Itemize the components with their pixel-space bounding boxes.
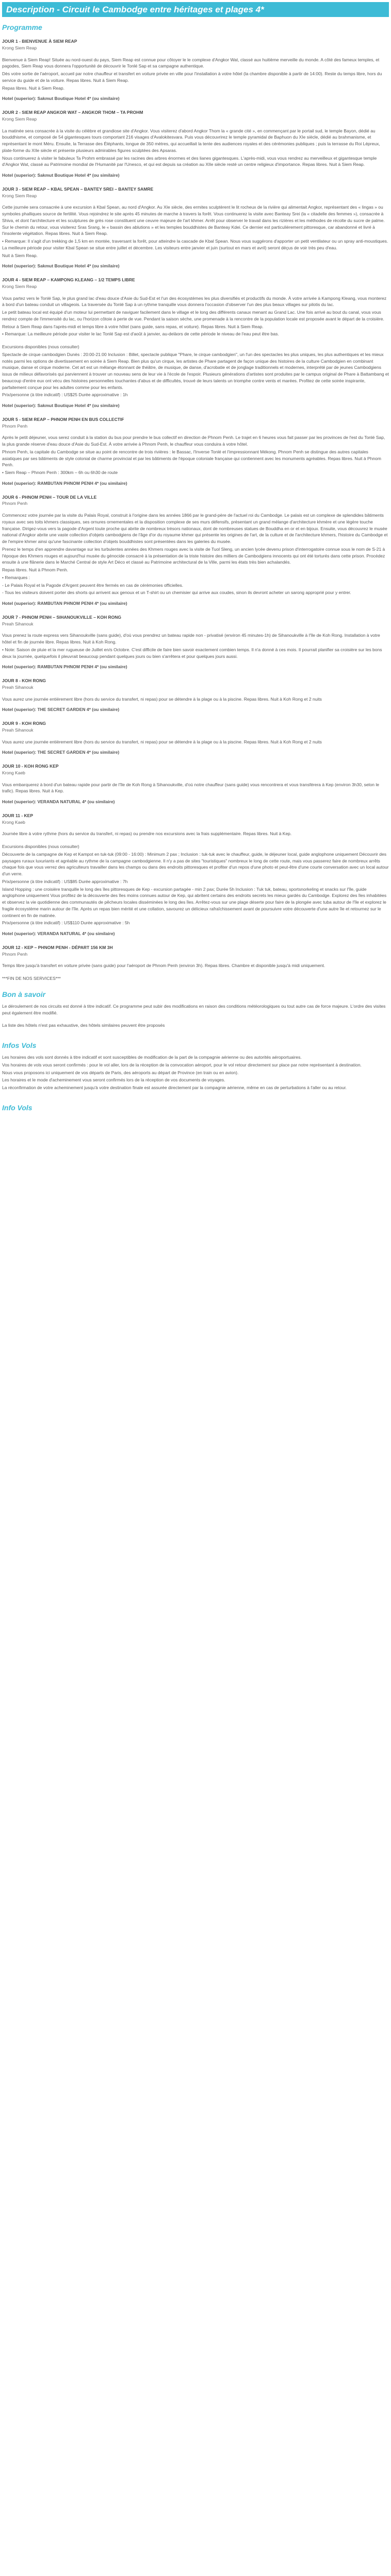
day-title: JOUR 9 - KOH RONG [2, 721, 46, 726]
day-paragraph: • Siem Reap – Phnom Penh : 300km – 6h ou 6h30 de route [2, 470, 118, 475]
day-paragraph: • Remarque: La meilleure période pour visiter le lac Tonlé Sap est d'août à janvier, au-delàors de cette période le niveau de l'eau peut être bas. [2, 331, 279, 337]
day-title: JOUR 10 - KOH RONG KEP [2, 764, 59, 769]
day-paragraph: Island Hopping : une croisière tranquille le long des îles pittoresques de Kep - excursion partagée - min 2 pax; Durée 5h Inclusion : Tuk tuk, bateau, sportsnorkeling et snacks sur l'île, guide anglophone uniquement Vous profitez de la découverte des îles moins connues autour de Kep, qui abritent certains des endroits secrets les mieux gardés du Cambodge. Explorez des îles inhabitées et observez la vie quotidienne des communautés de pêcheurs locales disséminées le long des îles. Arrêtez-vous sur une plage déserte pour faire de la plongée avec tuba autour de l'île et explorez le fragile écosystème marin autour de l'île. Après un repas bien mérité et une collation, savourez un délicieux rafraîchissement avant de poursuivre votre découverte d'une autre île et retournez sur le continent en fin de matinée. [2, 886, 387, 918]
day-block [2, 614, 389, 670]
page-title: Description - Circuit le Cambodge entre héritages et plages 4* [2, 2, 389, 17]
day-place: Preah Sihanouk [2, 727, 34, 733]
day-title: JOUR 7 - PHNOM PENH – SIHANOUKVILLE – KOH RONG [2, 614, 121, 620]
bon-a-savoir-heading: Bon à savoir [2, 990, 46, 998]
day-paragraph: - Tous les visiteurs doivent porter des shorts qui arrivent aux genoux et un T-shirt ou un chemisier qui arrive aux coudes, sinon ils devront acheter un sarong approprié pour y entrer. [2, 590, 351, 596]
day-hotel: Hotel (superior): THE SECRET GARDEN 4* (ou similaire) [2, 707, 120, 713]
day-paragraph: • Remarque: Il s'agit d'un trekking de 1,5 km en montée, traversant la forêt, pour atteindre la cascade de Kbal Spean. Nous vous suggérons d'apporter un petit ventilateur ou un spray anti-moustiques. La meilleure période pour visiter Kbal Spean se situe entre juillet et décembre. Les visiteurs entre janvier et juin (surtout en mars et avril) seront déçus de voir très peu d'eau. [2, 239, 388, 250]
day-paragraph: Spectacle de cirque cambodgien Dunès : 20:00-21:00 Inclusion : Billet, spectacle publique "Phare, le cirque cambodgien", un l'un des spectacles les plus uniques, les plus authentiques et les mieux notés parmi les options de divertissement en soirée à Siem Reap. Bien plus qu'un cirque, les artistes de Phare partagent de façon unique des histoires de la culture Cambodgien en combinant musique, danse et cirque moderne. Cet art est un mélange étonnant de théâtre, de musique, de danse, d'acrobatie et de jonglage traditionnels et modernes, interprété par de jeunes Cambodgiens issus de milieux défavorisés qui parviennent à trouver un nouveau sens de leur vie à l'école de l'espoir. Plusieurs générations d'artistes sont produites par le campus original de Phare à Battambang et beaucoup d'entre eux ont vécu des histoires personnelles touchantes d'abus et de difficultés, trouvé de leurs talents un triomphe contre vents et marées. Profitez de cette soirée inspirante, parfaitement conçue pour les adultes comme pour les enfants. [2, 351, 389, 390]
day-place: Krong Kaeb [2, 819, 25, 825]
bon-a-savoir-paragraph: La liste des hôtels n'est pas exhaustive, des hôtels similaires peuvent être proposés [2, 1023, 165, 1028]
day-block [2, 277, 389, 409]
day-block [2, 38, 389, 102]
day-paragraph: Excursions disponibles (nous consulter) [2, 344, 79, 349]
day-paragraph: • Remarques : [2, 574, 30, 580]
day-title: JOUR 8 - KOH RONG [2, 678, 46, 683]
day-paragraph: - Le Palais Royal et la Pagode d'Argent peuvent être fermés en cas de cérémonies officielles. [2, 582, 184, 588]
day-title: JOUR 1 - BIENVENUE À SIEM REAP [2, 39, 77, 44]
day-paragraph: Après le petit déjeuner, vous serez conduit à la station du bus pour prendre le bus collectif en direction de Phnom Penh. Le trajet en 6 heures vous fait passer par les provinces de l'est du Tonlé Sap, la plus grande réserve d'eau douce d'Asie du Sud-Est. À votre arrivée à Phnom Penh, le chauffeur vous conduira à votre hôtel. [2, 435, 385, 447]
day-place: Krong Siem Reap [2, 193, 37, 198]
infos-vols-block [2, 1054, 389, 1091]
infos-vols-paragraph: Les horaires des vols sont donnés à titre indicatif et sont susceptibles de modification de la part de la compagnie aérienne ou des autorités aéroportuaires. [2, 1055, 302, 1060]
day-paragraph: Journée libre à votre rythme (hors du service du transfert, ni repas) ou prendre nos excursions avec la frais supplémentaire. Repas libres. Nuit à Kep. [2, 831, 292, 837]
bon-a-savoir-paragraph: Le déroulement de nos circuits est donné à titre indicatif. Ce programme peut subir des modifications en raison des conditions météorologiques ou tout autre cas de force majeure. L'ordre des visites peut également être modifié. [2, 1003, 386, 1015]
day-paragraph: Nuit à Siem Reap. [2, 252, 38, 258]
infos-vols-paragraph: Vos horaires de vols vous seront confirmés : pour le vol aller, lors de la réception de la convocation aéroport, pour le vol retour directement sur place par notre représentant à destination. [2, 1062, 362, 1067]
day-title: JOUR 6 - PHNOM PENH – TOUR DE LA VILLE [2, 494, 97, 500]
day-paragraph: Bienvenue à Siem Reap! Située au nord-ouest du pays, Siem Reap est connue pour côtoyer le le complexe d'Angkor Wat, classé aux huitième merveille du monde. A côté des fameux temples, et pagodes, Siem Reap vous donnera l'opportunité de découvrir le Tonlé Sap et sa campagne authentique. [2, 57, 380, 69]
day-block [2, 416, 389, 487]
infos-vols-heading: Infos Vols [2, 1041, 37, 1049]
day-paragraph: Excursions disponibles (nous consulter) [2, 844, 79, 849]
day-paragraph: Prix/personne (à titre indicatif) : US$85 Durée approximative : 7h [2, 878, 128, 884]
day-hotel: Hotel (superior): VERANDA NATURAL 4* (ou similaire) [2, 931, 115, 936]
day-paragraph: Vous partez vers le Tonlé Sap, le plus grand lac d'eau douce d'Asie du Sud-Est et l'un des écosystèmes les plus diversifiés et productifs du monde. À votre arrivée à Kampong Kleang, vous monterez à bord d'un bateau conduit un villageois. La traversée du Tonlé Sap à un rythme tranquille vous donnera l'occasion d'observer l'un des plus beaux villages sur pilotis du lac. [2, 295, 387, 308]
day-place: Phnom Penh [2, 501, 28, 506]
day-paragraph: La matinée sera consacrée à la visite du célèbre et grandiose site d'Angkor. Vous visiterez d'abord Angkor Thom la « grande cité », en commençant par le portail sud, le temple Bayon, dédié au bouddhisme, et composé de 54 gigantesques tours comportant 216 visages d'Avalokitesvara. Puis vous découvrirez le temple pyramidal de Baphuon du XIe siècle, dédié au brahmanisme, et représentant le mont Méru. Ensuite, la Terrasse des Éléphants, longue de 350 mètres, qui accueillait la tente des audiences royales et des cérémonies publiques ; puis la terrasse du Roi Lépreux, plate-forme du XIIe siècle et présente plusieurs admirables figures sculptées des Apsaras. [2, 128, 380, 153]
day-place: Preah Sihanouk [2, 684, 34, 690]
day-paragraph: Repas libres. Nuit à Siem Reap. [2, 85, 64, 91]
day-block [2, 109, 389, 179]
day-title: JOUR 5 - SIEM REAP – PHNOM PENH EN BUS COLLECTIF [2, 416, 124, 422]
day-place: Krong Kaeb [2, 770, 25, 775]
day-place: Phnom Penh [2, 423, 28, 429]
day-paragraph: Temps libre jusqu'à transfert en voiture privée (sans guide) pour l'aéroport de Phnom Penh (environ 3h). Repas libres. Chambre et disponible jusqu'à midi uniquement. [2, 963, 325, 969]
day-paragraph: Nous continuerez à visiter le fabuleux Ta Prohm embrassé par les racines des arbres énormes et des lianes gigantesques. L'après-midi, vous vous rendrez au merveilleux et gigantesque temple d'Angkor Wat, classé au Patrimoine mondial de l'Humanité par l'Unesco, et qui est depuis sa création au XIIe siècle resté un centre religieux d'importance. Repas libres. Nuit à Siem Reap. [2, 155, 377, 167]
day-hotel: Hotel (superior): Sakmut Boutique Hotel 4* (ou similaire) [2, 96, 120, 101]
day-hotel: Hotel (superior): Sakmut Boutique Hotel 4* (ou similaire) [2, 173, 120, 178]
day-paragraph: Cette journée sera consacrée à une excursion à Kbal Spean, au nord d'Angkor. Au XIe siècle, des ermites sculptèrent le lit rocheux de la rivière qui alimentait Angkor, représentant des « lingas » ou symboles phalliques source de fertilité. Vous rejoindrez le site après 45 minutes de marche à travers la forêt. Vous continuerez la visite avec Banteay Srei (la « citadelle des femmes »), consacrée à Shiva, et dont l'architecture et les sculptures de grès rose constituent une ceuvre majeure de l'art khmer. Arrêt pour observer le travail dans les rizières et les méthodes de récolte du sucre de palme. Sur le chemin du retour, vous visiterez Sras Srang, le « bassin des ablutions » et les temples bouddhistes de Banteay Kdei. Ce dernier est particulièrement pittoresque, car abandonné et livré à l'insolente végétation. Repas libres. Nuit à Siem Reap. [2, 205, 385, 236]
day-hotel: Hotel (superior): RAMBUTAN PHNOM PENH 4* (ou similaire) [2, 480, 127, 486]
day-paragraph: Dès votre sortie de l'aéroport, accueil par notre chauffeur et transfert en voiture privée en ville pour l'installation à votre hôtel (la chambre disponible à partir de 14:00). Reste du temps libre, hors du service du guide et de la voiture. Repas libres. Nuit à Siem Reap. [2, 71, 382, 83]
day-paragraph: Prenez le temps d'en apprendre davantage sur les turbulentes années des Khmers rouges avec la visite de Tuol Sleng, un ancien lycée devenu prison d'interrogatoire connue sous le nom de S-21 à l'époque des Khmers rouges et aujourd'hui musée du génocide consacré à la présentation de la triste histoire des milliers de Cambodgiens innocents qui ont été torturés dans cette prison. Procédez ensuite à une flânerie dans le Marché Central de style Art Déco et classé au Patrimoine architectural de la Ville, parmi les états très bien achalandés. [2, 546, 385, 565]
day-block [2, 763, 389, 805]
day-paragraph: • Note: Saison de pluie et la mer rugueuse de Juillet en/s Octobre. C'est difficile de faire bien savoir exactement combien temps. Il n'a donné à ces mois. Il pourrait planifier sa croisière sur les bons deux la journée, quelquefois il pleuvrait beaucoup pendant quelques jours ou bien s'arrêtera et pour quelques jours aussi. [2, 647, 382, 659]
day-paragraph: Vous prenez la route express vers Sihanoukville (sans guide), d'où vous prendrez un bateau rapide non - privatisé (environ 45 minutes-1h) de Sihanoukville à l'île de Koh Rong. Installation à votre hôtel et fin de journée libre. Repas libres. Nuit à Koh Rong. [2, 633, 380, 645]
bon-a-savoir-block [2, 1003, 389, 1029]
day-hotel: Hotel (superior): RAMBUTAN PHNOM PENH 4* (ou similaire) [2, 664, 127, 670]
day-block [2, 677, 389, 713]
day-block [2, 186, 389, 269]
day-title: JOUR 11 - KEP [2, 812, 33, 818]
day-paragraph: ***FIN DE NOS SERVICES*** [2, 976, 61, 981]
day-block [2, 812, 389, 937]
day-paragraph: Vous aurez une journée entièrement libre (hors du service du transfert, ni repas) pour se détendre à la plage ou à la piscine. Repas libres. Nuit à Koh Rong et 2 nuits [2, 696, 322, 702]
day-block [2, 720, 389, 756]
infos-vols-paragraph: La réconfirmation de votre acheminement jusqu'à votre destination finale est assurée directement par la compagnie aérienne, même en cas de perturbations à l'aller ou au retour. [2, 1085, 347, 1090]
program-heading: Programme [2, 23, 42, 31]
day-paragraph: Le petit bateau local est équipé d'un moteur lui permettant de naviguer facilement dans le village et le long des différents canaux menant au Grand Lac. Une fois arrivé au bout du canal, vous vous rendrez compte de l'immensité du lac, ou l'horizon côtoie à perte de vue. Pendant la saison sèche, une promenade à la rencontre de la population locale est proposée avant le départ de la croisière. [2, 310, 384, 321]
day-hotel: Hotel (superior): Sakmut Boutique Hotel 4* (ou similaire) [2, 403, 120, 408]
day-block [2, 944, 389, 982]
day-hotel: Hotel (superior): VERANDA NATURAL 4* (ou similaire) [2, 799, 115, 804]
day-place: Preah Sihanouk [2, 621, 34, 626]
day-paragraph: Phnom Penh, la capitale du Cambodge se situe au point de rencontre de trois rivières : le Bassac, l'Inverse Tonlé et l'impressionnant Mékong. Phnom Penh se distingue des autres capitales asiatiques par ses bâtiments de style colonial de charme provincial et par les bâtiments de l'époque coloniale française qui contiennent avec les monuments agréables. Repas libres. Nuit à Phnom Penh. [2, 449, 381, 468]
day-title: JOUR 3 - SIEM REAP – KBAL SPEAN – BANTEY SREI – BANTEY SAMRE [2, 186, 154, 192]
infos-vols-paragraph: Les horaires et le mode d'acheminement vous seront confirmés lors de la réception de vos documents de voyages. [2, 1077, 225, 1083]
day-place: Krong Siem Reap [2, 45, 37, 50]
info-vols-heading: Info Vols [2, 1103, 32, 1112]
page [0, 2, 391, 1122]
day-hotel: Hotel (superior): RAMBUTAN PHNOM PENH 4* (ou similaire) [2, 601, 127, 606]
day-hotel: Hotel (superior): Sakmut Boutique Hotel 4* (ou similaire) [2, 263, 120, 269]
infos-vols-paragraph: Nous vous proposons ici uniquement de vos départs de Paris, des aéroports au départ de Province (en train ou en avion). [2, 1070, 239, 1075]
day-paragraph: Vous aurez une journée entièrement libre (hors du service du transfert, ni repas) pour se détendre à la plage ou à la piscine. Repas libres. Nuit à Koh Rong et 2 nuits [2, 739, 322, 744]
day-hotel: Hotel (superior): THE SECRET GARDEN 4* (ou similaire) [2, 750, 120, 755]
day-paragraph: Repas libres. Nuit à Phnom Penh. [2, 567, 69, 572]
day-paragraph: Retour à Siem Reap dans l'après-midi et temps libre à votre hôtel (sans guide, sans repas, et voiture). Repas libres. Nuit à Siem Reap. [2, 324, 264, 329]
day-place: Phnom Penh [2, 951, 28, 957]
day-title: JOUR 12 - KEP – PHNOM PENH - DÉPART 156 KM 3H [2, 944, 113, 950]
day-paragraph: Prix/personne (à titre indicatif) : US$25 Durée approximative : 1h [2, 392, 128, 398]
day-place: Krong Siem Reap [2, 116, 37, 122]
day-title: JOUR 4 - SIEM REAP – KAMPONG KLEANG – 1/2 TEMPS LIBRE [2, 277, 135, 282]
day-title: JOUR 2 - SIEM REAP ANGKOR WAT – ANGKOR THOM – TA PROHM [2, 110, 143, 115]
day-paragraph: Commencez votre journée par la visite du Palais Royal, construit à l'origine dans les années 1866 par le grand-père de l'actuel roi du Cambodge. Le palais est un complexe de splendides bâtiments royaux avec ses toits khmers classiques, ses ornures ornementales et la disposition complexe de ses murs défensifs, présentant un grand mélange d'architecture khmère et une légère touche française. Dirigez-vous vers la pagode d'Argent toute proche qui abrite de nombreux trésors nationaux, dont de nombreuses statues de Bouddha en or et en bijoux. Ensuite, vous découvrez le musée national d'Angkor abrite une vaste collection d'objets cambodgiens de l'âge d'or du royaume khmer qui présente les origines de l'art, de la culture et de l'architecture khmers, l'histoire du Cambodge et de l'empire khmer ainsi qu'une fascinante collection d'objets bouddhistes sont présentées dans les galeries du musée. [2, 513, 388, 544]
day-block [2, 494, 389, 607]
days-list [2, 38, 389, 982]
day-paragraph: Prix/personne (à titre indicatif) : US$110 Durée approximative : 5h [2, 920, 130, 926]
day-paragraph: Vous embarquerez à bord d'un bateau rapide pour partir de l'île de Koh Rong à Sihanoukville, d'où notre chauffeur (sans guide) vous rencontrera et vous transférera à Kep (environ 3h30, selon le trafic). Repas libres. Nuit à Kep. [2, 782, 379, 794]
day-place: Krong Siem Reap [2, 283, 37, 289]
day-paragraph: Découverte de la campagne de Kep et Kampot en tuk-tuk (09:00 - 16:00) : Minimum 2 pax ; Inclusion : tuk-tuk avec le chauffeur, guide, le déjeuner local, guide anglophone uniquement Découvrir des paysages ruraux luxuriants et agréable au rythme de la campagne cambodgienne. Il n'y a pas de sites "touristiques" nombreux le long de cette route, mais vous passerez faire de nombreux arrêts chaque fois que vous verrez des agriculteurs travailler dans les champs ou dans des endroits pittoresques et profiter d'un repos d'une photo et peut-être d'une courte conversation avec un local autour d'un verre. [2, 851, 389, 876]
